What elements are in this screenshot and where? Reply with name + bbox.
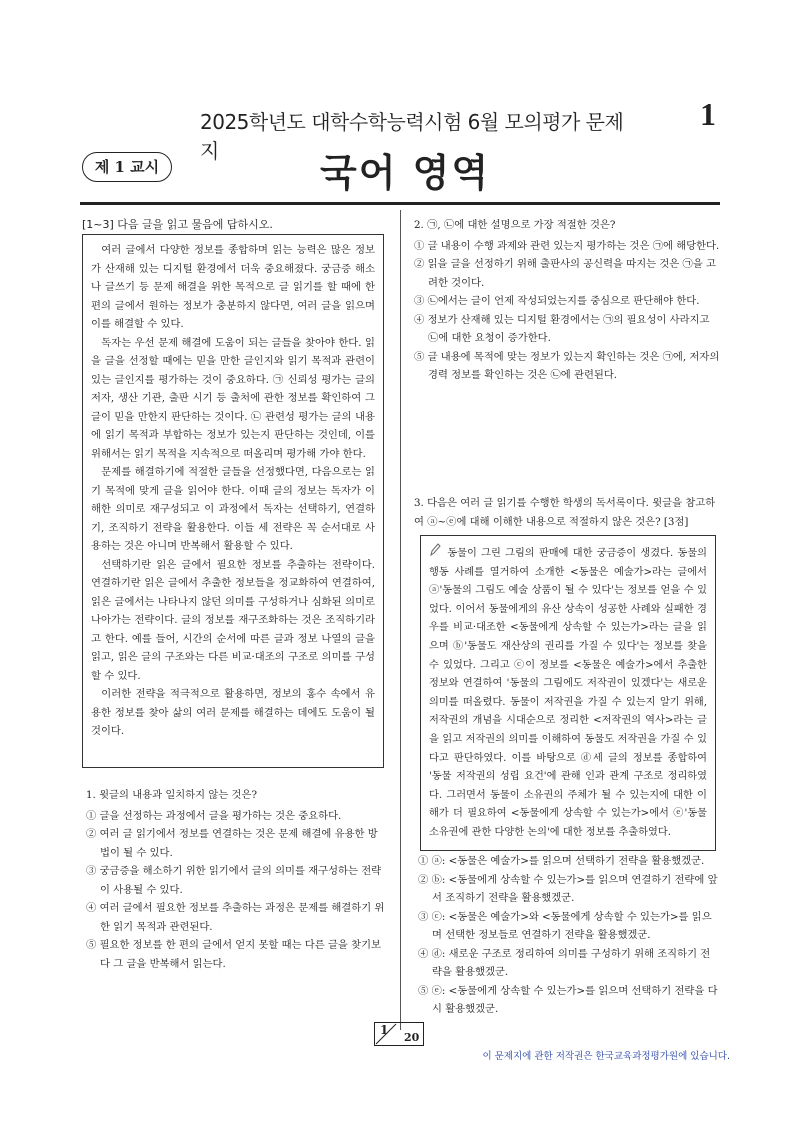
question-stem: 2. ㉠, ㉡에 대한 설명으로 가장 적절한 것은? — [414, 219, 616, 231]
question-stem: 3. 다음은 여러 글 읽기를 수행한 학생의 독서록이다. 윗글을 참고하여 ⓐ~ⓔ에 대해 이해한 내용으로 적절하지 않은 것은? [3점] — [414, 497, 716, 528]
page-number: 1 — [700, 96, 716, 132]
instruction: [1~3] 다음 글을 읽고 물음에 답하시오. — [82, 218, 273, 231]
answer-option[interactable]: ④ 여러 글에서 필요한 정보를 추출하는 과정은 문제를 해결하기 위한 읽기 목적과 관련된다. — [86, 902, 385, 933]
exam-title: 2025학년도 대학수학능력시험 6월 모의평가 문제지 — [200, 110, 624, 163]
question-3-options — [418, 852, 720, 1019]
answer-option[interactable]: ② 여러 글 읽기에서 정보를 연결하는 것은 문제 해결에 유용한 방법이 될 수 있다. — [86, 828, 378, 859]
answer-option[interactable]: ⑤ 글 내용에 목적에 맞는 정보가 있는지 확인하는 것은 ㉠에, 저자의 경력 정보를 확인하는 것은 ㉡에 관련된다. — [414, 350, 720, 381]
pencil-icon — [429, 542, 441, 556]
copyright-notice: 이 문제지에 관한 저작권은 한국교육과정평가원에 있습니다. — [482, 1051, 730, 1062]
answer-option[interactable]: ④ ⓓ: 새로운 구조로 정리하여 의미를 구성하기 위해 조직하기 전략을 활용했겠군. — [418, 947, 711, 978]
question-1 — [86, 786, 386, 973]
question-3 — [414, 494, 720, 533]
passage-paragraph: 여러 글에서 다양한 정보를 종합하며 읽는 능력은 많은 정보가 산재해 있는 디지털 환경에서 더욱 중요해졌다. 궁금증 해소나 글쓰기 등 문제 해결을 위한 목적으로 글 읽기를 할 때에 한 편의 글에서 원하는 정보가 충분하지 않다면, 여러 글을 읽으며 이를 해결할 수 있다. — [91, 244, 375, 330]
passage-box — [82, 234, 384, 768]
answer-option[interactable]: ② 읽을 글을 선정하기 위해 출판사의 공신력을 따지는 것은 ㉠을 고려한 것이다. — [414, 258, 716, 289]
passage-paragraph: 독자는 우선 문제 해결에 도움이 되는 글들을 찾아야 한다. 읽을 글을 선정할 때에는 믿을 만한 글인지와 읽기 목적과 관련이 있는 글인지를 평가하는 것이 중요하다. ㉠ 신뢰성 평가는 글의 저자, 생산 기관, 출판 시기 등 출처에 관한 정보를 확인하여 그 글이 믿을 만한지 판단하는 것이다. ㉡ 관련성 평가는 글의 내용에 읽기 목적과 부합하는 정보가 있는지 판단하는 것인데, 이를 위해서는 읽기 목적을 지속적으로 떠올리며 평가해 가야 한다. — [91, 336, 375, 460]
answer-option[interactable]: ① 글 내용이 수행 과제와 관련 있는지 평가하는 것은 ㉠에 해당한다. — [414, 239, 720, 252]
answer-option[interactable]: ④ 정보가 산재해 있는 디지털 환경에서는 ㉠의 필요성이 사라지고 ㉡에 대한 요청이 증가한다. — [414, 313, 710, 344]
subject-title: 국어 영역 — [320, 151, 491, 195]
reading-record-text: 동물이 그린 그림의 판매에 대한 궁금증이 생겼다. 동물의 행동 사례를 열거하여 소개한 <동물은 예술가>라는 글에서 ⓐ'동물의 그림도 예술 상품이 될 수 있다'는 정보를 얻을 수 있었다. 이어서 동물에게의 유산 상속이 성공한 사례와 실패한 경우를 비교·대조한 <동물에게 상속할 수 있는가>라는 글을 읽으며 ⓑ'동물도 재산상의 권리를 가질 수 있다'는 정보를 찾을 수 있었다. 그리고 ⓒ이 정보를 <동물은 예술가>에서 추출한 정보와 연결하여 '동물의 그림에도 저작권이 있겠다'는 새로운 의미를 떠올렸다. 동물이 저작권을 가질 수 있는지 알기 위해, 저작권의 개념을 시대순으로 정리한 <저작권의 역사>라는 글을 읽고 저작권의 의미를 이해하여 동물도 저작권을 가질 수 있다고 판단하였다. 이를 바탕으로 ⓓ세 글의 정보를 종합하여 '동물 저작권의 성립 요건'에 관해 인과 관계 구조로 정리하였다. 그러면서 동물이 소유권의 주체가 될 수 있는지에 대한 이해가 더 필요하여 <동물에게 상속할 수 있는가>에서 ⓔ'동물 소유권에 관한 다양한 논의'에 대한 정보를 추출하였다. — [429, 548, 707, 838]
answer-option[interactable]: ③ ㉡에서는 글이 언제 작성되었는지를 중심으로 판단해야 한다. — [414, 295, 700, 307]
question-stem: 1. 윗글의 내용과 일치하지 않는 것은? — [86, 789, 257, 801]
column-divider — [400, 210, 401, 1030]
answer-option[interactable]: ② ⓑ: <동물에게 상속할 수 있는가>를 읽으며 연결하기 전략에 앞서 조직하기 전략을 활용했겠군. — [418, 873, 718, 904]
page-indicator — [374, 1022, 424, 1046]
answer-option[interactable]: ⑤ 필요한 정보를 한 편의 글에서 얻지 못할 때는 다른 글을 찾기보다 그 글을 반복해서 읽는다. — [86, 939, 381, 970]
passage-paragraph: 선택하기란 읽은 글에서 필요한 정보를 추출하는 전략이다. 연결하기란 읽은 글에서 추출한 정보들을 정교화하여 연결하여, 읽은 글에서는 나타나지 않던 의미를 구성하거나 심화된 의미로 나아가는 전략이다. 글의 정보를 재구조화하는 것은 조직하기라고 한다. 예를 들어, 시간의 순서에 따른 글과 정보 나열의 글을 읽고, 읽은 글의 구조와는 다른 비교·대조의 구조로 의미를 구성할 수 있다. — [91, 558, 375, 682]
passage-paragraph: 문제를 해결하기에 적절한 글들을 선정했다면, 다음으로는 읽기 목적에 맞게 글을 읽어야 한다. 이때 글의 정보는 독자가 이해한 의미로 재구성되고 이 과정에서 독자는 선택하기, 연결하기, 조직하기 전략을 활용한다. 이들 세 전략은 꼭 순서대로 사용하는 것은 아니며 반복해서 활용할 수 있다. — [91, 466, 375, 552]
passage-paragraph: 이러한 전략을 적극적으로 활용하면, 정보의 홍수 속에서 유용한 정보를 찾아 삶의 여러 문제를 해결하는 데에도 도움이 될 것이다. — [91, 688, 375, 737]
question-2 — [414, 216, 720, 385]
session-badge: 제 1 교시 — [82, 152, 172, 182]
answer-option[interactable]: ① ⓐ: <동물은 예술가>를 읽으며 선택하기 전략을 활용했겠군. — [418, 855, 705, 867]
page-current: 1 — [380, 1023, 389, 1037]
answer-option[interactable]: ① 글을 선정하는 과정에서 글을 평가하는 것은 중요하다. — [86, 809, 342, 822]
answer-option[interactable]: ③ ⓒ: <동물은 예술가>와 <동물에게 상속할 수 있는가>를 읽으며 선택한 정보들로 연결하기 전략을 활용했겠군. — [418, 910, 712, 941]
answer-option[interactable]: ⑤ ⓔ: <동물에게 상속할 수 있는가>를 읽으며 선택하기 전략을 다시 활용했겠군. — [418, 984, 718, 1015]
reading-record-box — [420, 535, 716, 851]
answer-option[interactable]: ③ 궁금증을 해소하기 위한 읽기에서 글의 의미를 재구성하는 전략이 사용될 수 있다. — [86, 865, 382, 896]
page-total: 20 — [404, 1031, 420, 1044]
header-rule — [80, 202, 720, 205]
